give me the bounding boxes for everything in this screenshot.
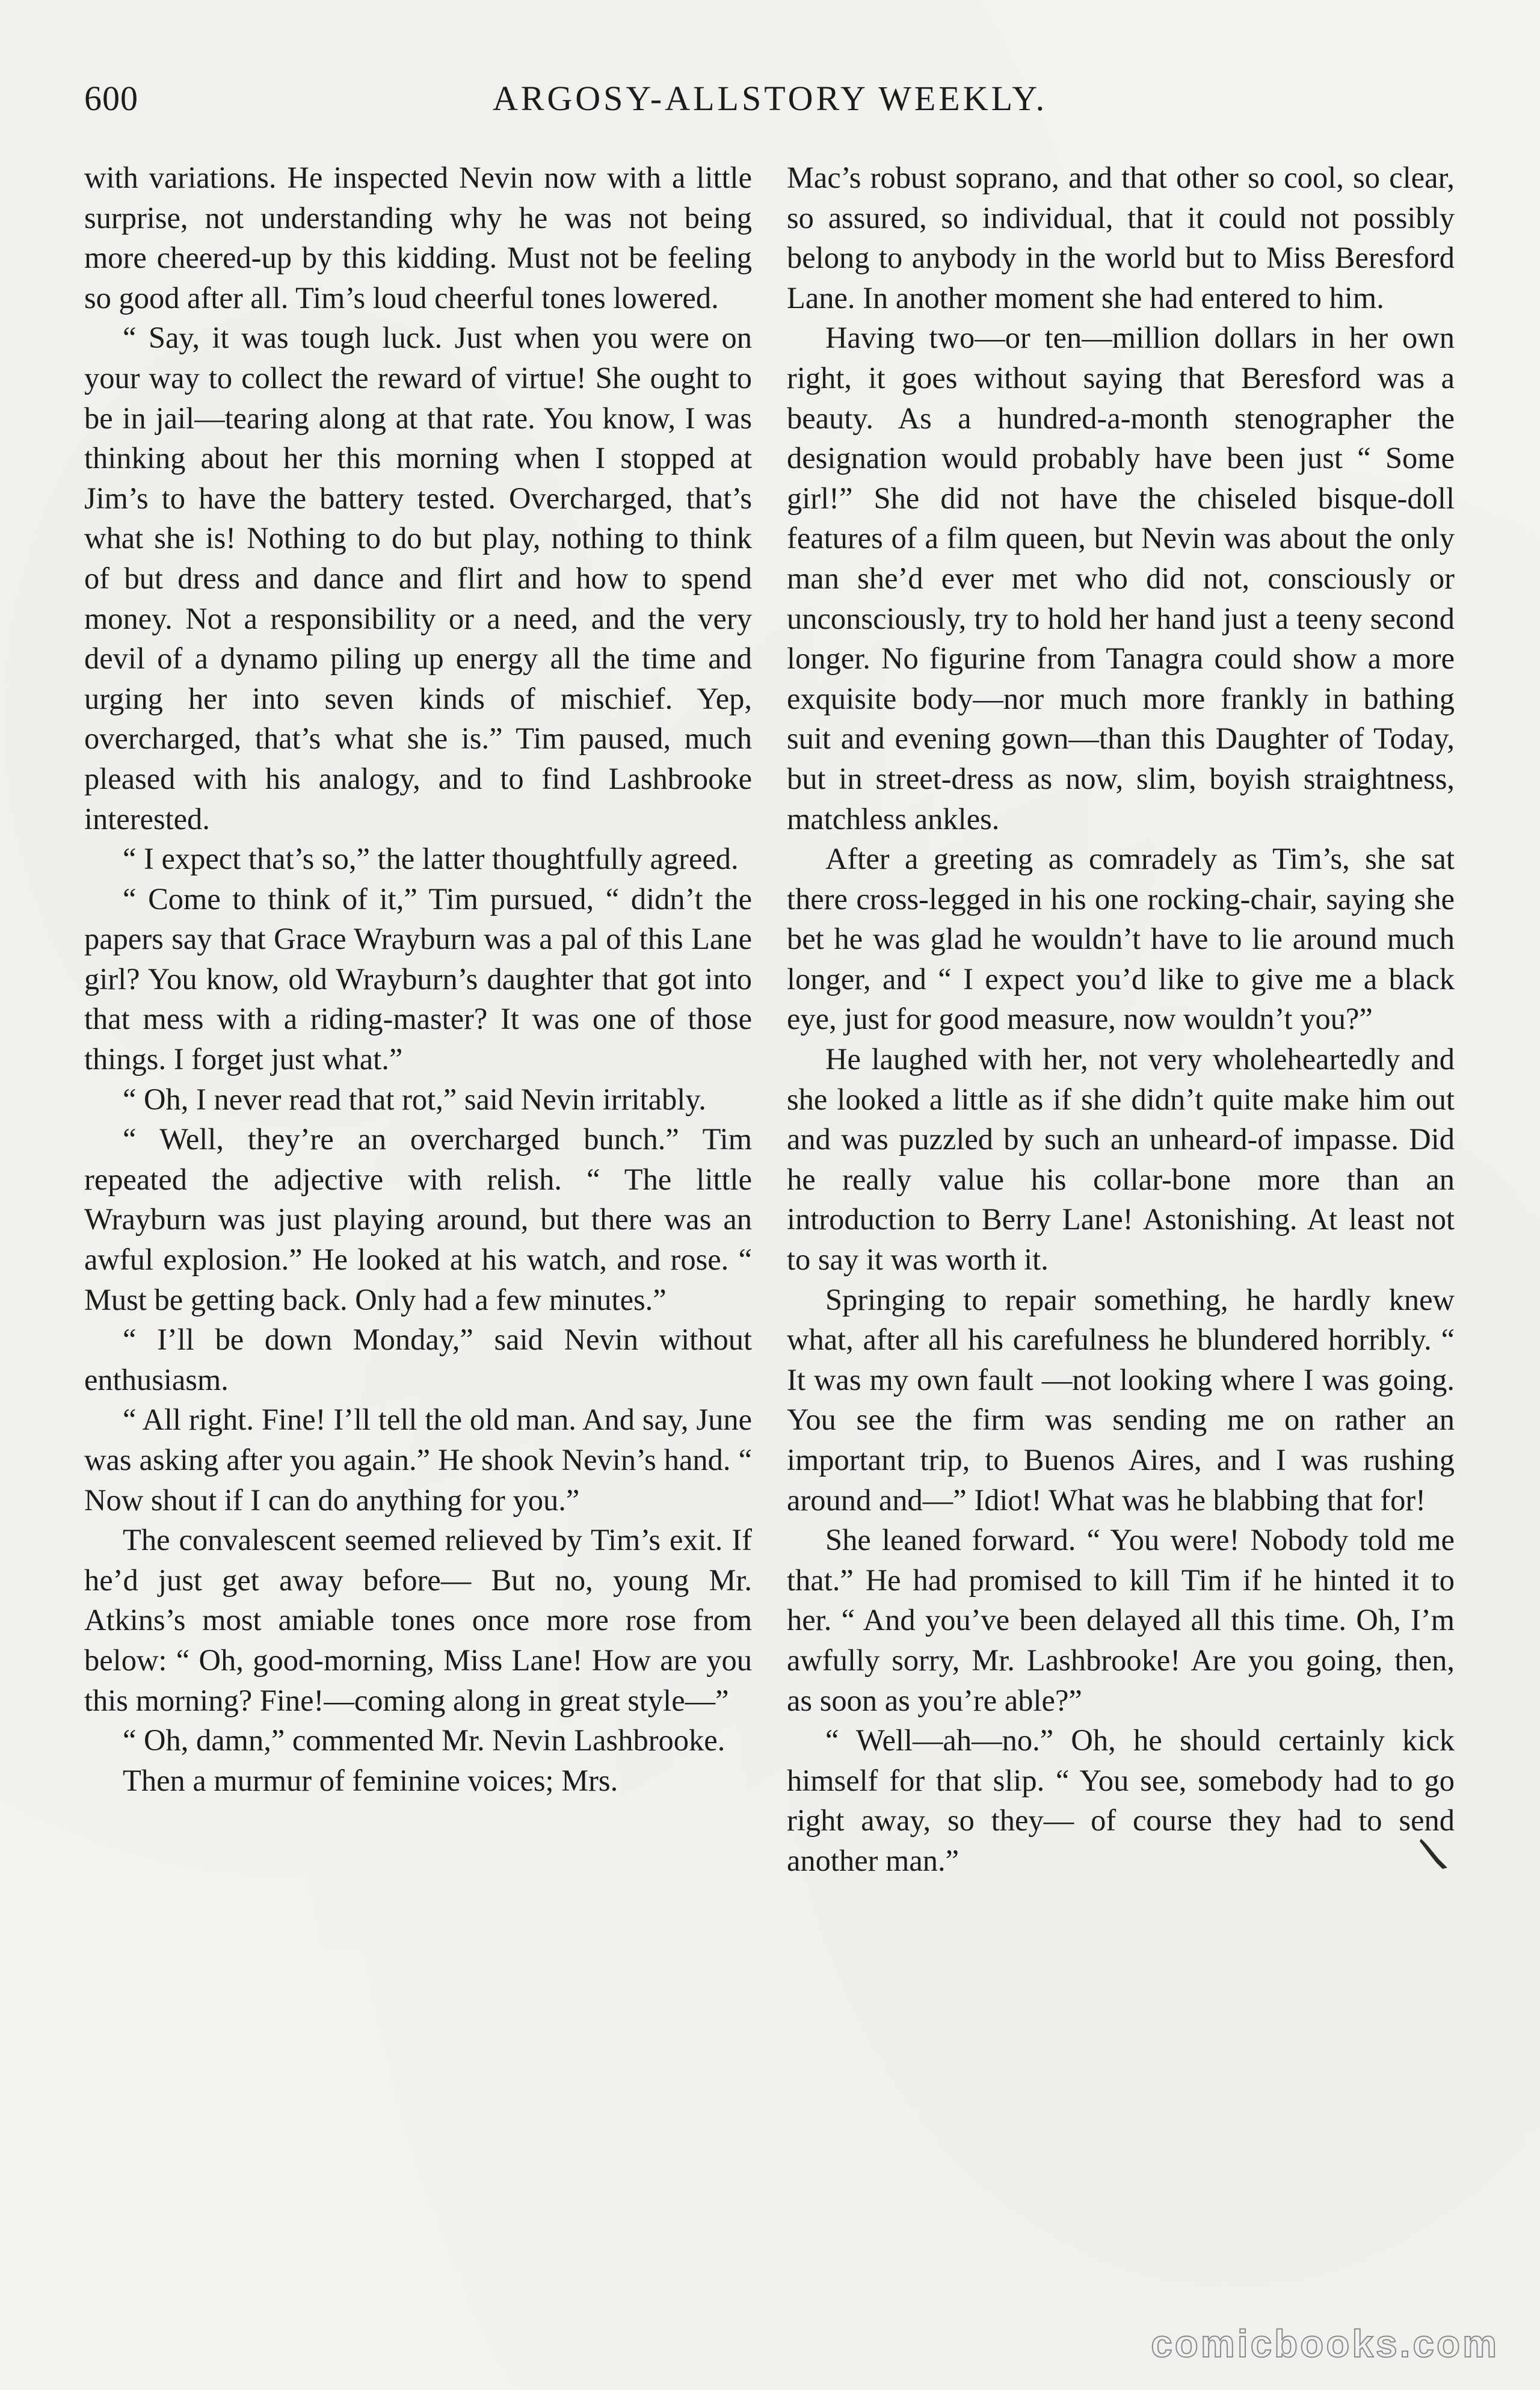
paragraph: “ Say, it was tough luck. Just when you were on your way to collect the reward of virtue! She ought to be in jail—tearing along at that rate. You know, I was thinking about her this morning when I stopped at Jim’s to have the battery tested. Overcharged, that’s what she is! Nothing to do but play, nothing to think of but dress and dance and flirt and how to spend money. Not a responsibility or a need, and the very devil of a dynamo piling up energy all the time and urging her into seven kinds of mischief. Yep, overcharged, that’s what she is.” Tim paused, much pleased with his analogy, and to find Lashbrooke interested. <box>84 321 752 836</box>
paragraph: After a greeting as comradely as Tim’s, she sat there cross-legged in his one rocking-chair, saying she bet he was glad he wouldn’t have to lie around much longer, and “ I expect you’d like to give me a black eye, just for good measure, now wouldn’t you?” <box>787 842 1455 1036</box>
paragraph: “ Oh, I never read that rot,” said Nevin irritably. <box>123 1082 706 1116</box>
paragraph: The convalescent seemed relieved by Tim’s exit. If he’d just get away before— But no, young Mr. Atkins’s most amiable tones once more rose from below: “ Oh, good-morning, Miss Lane! How are you this morning? Fine!—coming along in great style—” <box>84 1523 752 1717</box>
paragraph: Springing to repair something, he hardly knew what, after all his carefulness he blundered horribly. “ It was my own fault —not looking where I was going. You see the firm was sending me on rather an important trip, to Buenos Aires, and I was rushing around and—” Idiot! What was he blabbing that for! <box>787 1282 1455 1517</box>
right-column <box>787 158 1455 1881</box>
watermark-text: comicbooks.com <box>1151 2322 1499 2365</box>
ink-smudge-mark <box>1416 1835 1452 1871</box>
paragraph: “ I’ll be down Monday,” said Nevin without enthusiasm. <box>84 1323 752 1397</box>
paragraph: with variations. He inspected Nevin now with a little surprise, not understanding why he was not being more cheered-up by this kidding. Must not be feeling so good after all. Tim’s loud cheerful tones lowered. <box>84 161 752 315</box>
paragraph: “ Well, they’re an overcharged bunch.” Tim repeated the adjective with relish. “ The little Wrayburn was just playing around, but there was an awful explosion.” He looked at his watch, and rose. “ Must be getting back. Only had a few minutes.” <box>84 1122 752 1317</box>
paragraph: Then a murmur of feminine voices; Mrs. <box>123 1763 618 1797</box>
paragraph: “ Oh, damn,” commented Mr. Nevin Lashbrooke. <box>123 1723 725 1758</box>
page-number: 600 <box>84 79 138 118</box>
running-head: ARGOSY-ALLSTORY WEEKLY. <box>492 79 1048 118</box>
paragraph: She leaned forward. “ You were! Nobody told me that.” He had promised to kill Tim if he hinted it to her. “ And you’ve been delayed all this time. Oh, I’m awfully sorry, Mr. Lashbrooke! Are you going, then, as soon as you’re able?” <box>787 1523 1455 1717</box>
paragraph: Having two—or ten—million dollars in her own right, it goes without saying that Beresford was a beauty. As a hundred-a-month stenographer the designation would probably have been just “ Some girl!” She did not have the chiseled bisque-doll features of a film queen, but Nevin was about the only man she’d ever met who did not, consciously or unconsciously, try to hold her hand just a teeny second longer. No figurine from Tanagra could show a more exquisite body—nor much more frankly in bathing suit and evening gown—than this Daughter of Today, but in street-dress as now, slim, boyish straightness, matchless ankles. <box>787 321 1455 836</box>
paragraph: “ Come to think of it,” Tim pursued, “ didn’t the papers say that Grace Wrayburn was a pal of this Lane girl? You know, old Wrayburn’s daughter that got into that mess with a riding-master? It was one of those things. I forget just what.” <box>84 882 752 1076</box>
paragraph: “ I expect that’s so,” the latter thoughtfully agreed. <box>123 842 739 876</box>
paragraph: “ All right. Fine! I’ll tell the old man. And say, June was asking after you again.” He shook Nevin’s hand. “ Now shout if I can do anything for you.” <box>84 1403 752 1517</box>
paragraph: Mac’s robust soprano, and that other so cool, so clear, so assured, so individual, that it could not possibly belong to anybody in the world but to Miss Beresford Lane. In another moment she had entered to him. <box>787 161 1455 315</box>
left-column <box>84 158 752 1800</box>
paragraph: He laughed with her, not very wholeheartedly and she looked a little as if she didn’t quite make him out and was puzzled by such an unheard-of impasse. Did he really value his collar-bone more than an introduction to Berry Lane! Astonishing. At least not to say it was worth it. <box>787 1042 1455 1277</box>
page-header <box>84 78 1456 126</box>
paragraph: “ Well—ah—no.” Oh, he should certainly kick himself for that slip. “ You see, somebody had to go right away, so they— of course they had to send another man.” <box>787 1723 1455 1877</box>
